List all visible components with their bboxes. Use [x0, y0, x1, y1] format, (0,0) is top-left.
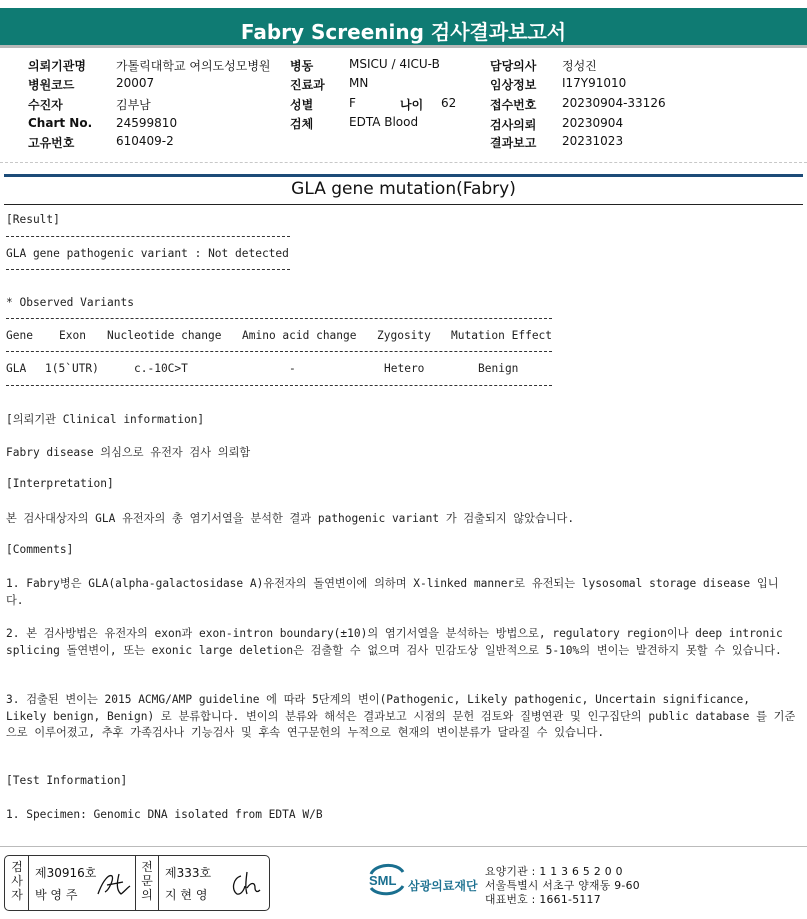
sig-divider: [28, 856, 29, 910]
variant-cell: c.-10C>T: [134, 362, 188, 375]
institution-phone: 대표번호 : 1661-5117: [485, 893, 601, 906]
header-value: 가톨릭대학교 여의도성모병원: [116, 59, 271, 73]
header-label: 진료과: [290, 78, 325, 92]
specialist-license: 제333호: [165, 866, 212, 880]
dashed-divider: [6, 385, 552, 386]
comment-2: 2. 본 검사방법은 유전자의 exon과 exon-intron boundary(±10)의 염기서열을 분석하는 방법으로, regulatory region이나 deep intronic splicing 돌연변이, 또는 exonic large deletion은 검출할 수 없으며 검사 민감도상 일반적으로 5-10%의 변이는 발견하지 못할 수 있습니다.: [6, 627, 783, 657]
header-value: EDTA Blood: [349, 115, 419, 129]
examiner-signature: [95, 870, 133, 898]
header-label: 성별: [290, 98, 314, 112]
examiner-name: 박 영 주: [35, 888, 78, 902]
section-rule-bottom: [4, 204, 803, 205]
result-line: GLA gene pathogenic variant : Not detected: [6, 247, 289, 260]
specialist-signature: [227, 870, 263, 898]
dashed-divider: [6, 351, 552, 352]
variant-cell: -: [289, 362, 296, 375]
variant-cell: GLA: [6, 362, 27, 375]
test-info-heading: [Test Information]: [6, 774, 128, 787]
variant-col-header: Zygosity: [377, 329, 431, 342]
header-value: 24599810: [116, 116, 178, 130]
institution-address: 서울특별시 서초구 양재동 9-60: [485, 879, 640, 892]
section-title: GLA gene mutation(Fabry): [291, 179, 516, 199]
examiner-label: 검사자: [11, 860, 23, 902]
specialist-label: 전문의: [141, 860, 153, 902]
variant-cell: Benign: [478, 362, 519, 375]
signature-box: [4, 855, 270, 911]
variant-col-header: Mutation Effect: [451, 329, 553, 342]
org-name: 삼광의료재단: [408, 879, 478, 893]
clinical-heading: [의뢰기관 Clinical information]: [6, 413, 205, 426]
clinical-text: Fabry disease 의심으로 유전자 검사 의뢰함: [6, 446, 251, 459]
variant-col-header: Gene: [6, 329, 33, 342]
dashed-divider: [6, 236, 290, 237]
sig-divider: [135, 856, 136, 910]
header-value: 20230904-33126: [562, 96, 666, 110]
header-label: 담당의사: [490, 59, 537, 73]
observed-variants-heading: * Observed Variants: [6, 296, 134, 309]
institution-code: 요양기관 : 1 1 3 6 5 2 0 0: [485, 865, 623, 878]
result-heading: [Result]: [6, 213, 60, 226]
report-banner: [0, 8, 807, 48]
footer-divider: [0, 846, 807, 847]
variant-col-header: Amino acid change: [242, 329, 357, 342]
header-label: 검사의뢰: [490, 118, 537, 132]
header-value: 20230904: [562, 116, 624, 130]
interpretation-heading: [Interpretation]: [6, 477, 114, 490]
variant-col-header: Exon: [59, 329, 86, 342]
header-value: 20231023: [562, 134, 624, 148]
header-label: 수진자: [28, 98, 63, 112]
sml-logo-text: SML: [369, 873, 397, 888]
header-value: MN: [349, 76, 369, 90]
header-divider: [0, 162, 807, 163]
comments-heading: [Comments]: [6, 543, 74, 556]
header-label: 임상정보: [490, 78, 537, 92]
header-value: MSICU / 4ICU-B: [349, 57, 440, 71]
header-label: 검체: [290, 117, 314, 131]
variant-cell: Hetero: [384, 362, 425, 375]
header-label: 고유번호: [28, 136, 75, 150]
specimen-line: 1. Specimen: Genomic DNA isolated from EDTA W/B: [6, 808, 323, 821]
dashed-divider: [6, 269, 290, 270]
report-title: Fabry Screening 검사결과보고서: [240, 20, 567, 44]
header-value: F: [349, 96, 356, 110]
sml-logo-icon: [367, 860, 407, 898]
header-label: 병원코드: [28, 78, 75, 92]
header-value: I17Y91010: [562, 76, 627, 90]
header-label: 병동: [290, 59, 314, 73]
sig-divider: [158, 856, 159, 910]
comment-1: 1. Fabry병은 GLA(alpha-galactosidase A)유전자의 돌연변이에 의하며 X-linked manner로 유전되는 lysosomal storage disease 입니다.: [6, 577, 779, 607]
variant-col-header: Nucleotide change: [107, 329, 222, 342]
dashed-divider: [6, 318, 552, 319]
header-label: Chart No.: [28, 116, 93, 130]
header-value: 20007: [116, 76, 155, 90]
section-rule-top: [4, 174, 803, 177]
header-value: 정성진: [562, 59, 597, 73]
examiner-license: 제30916호: [35, 866, 97, 880]
variant-cell: 1(5`UTR): [45, 362, 99, 375]
interpretation-text: 본 검사대상자의 GLA 유전자의 총 염기서열을 분석한 결과 pathogenic variant 가 검출되지 않았습니다.: [6, 512, 575, 525]
header-value: 김부남: [116, 98, 151, 112]
header-label: 접수번호: [490, 98, 537, 112]
header-value: 610409-2: [116, 134, 174, 148]
header-label: 결과보고: [490, 136, 537, 150]
age-label: 나이: [400, 98, 424, 112]
age-value: 62: [441, 96, 457, 110]
header-label: 의뢰기관명: [28, 59, 86, 73]
specialist-name: 지 현 영: [165, 888, 208, 902]
comment-3: 3. 검출된 변이는 2015 ACMG/AMP guideline 에 따라 5단계의 변이(Pathogenic, Likely pathogenic, Uncertain significance, Likely benign, Benign) 로 분류합니다. 변이의 분류와 해석은 결과보고 시점의 문헌 검토와 질병연관 및 인구집단의 public database 를 기준으로 이루어졌고, 추후 가족검사나 기능검사 및 후속 연구문헌의 누적으로 현재의 변이분류가 달라질 수 있습니다.: [6, 693, 796, 739]
